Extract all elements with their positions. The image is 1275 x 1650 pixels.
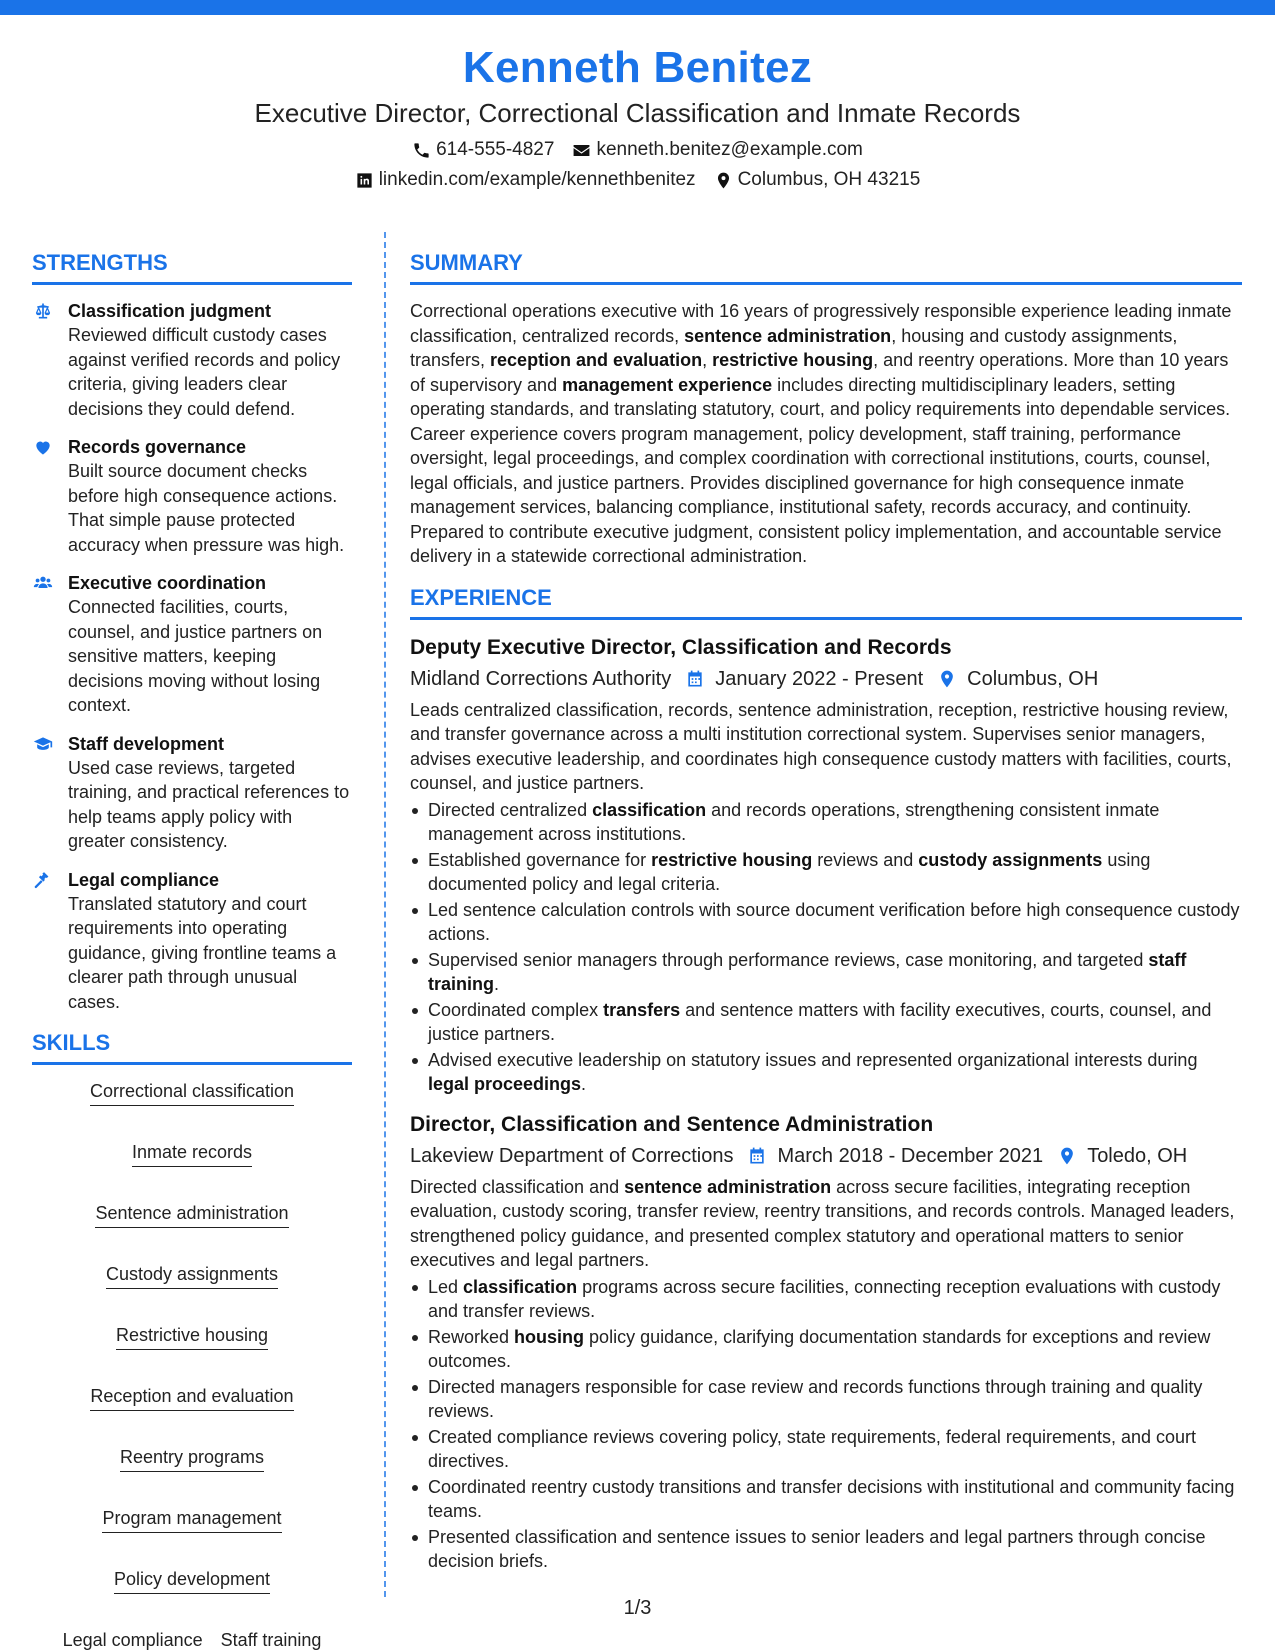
graduation-cap-icon [32,734,54,754]
jobs-list [410,634,1242,1574]
job-bullets [410,1275,1242,1574]
skill-tag: Correctional classification [90,1079,294,1106]
emphasis: housing [514,1326,585,1347]
strength-title: Staff development [68,733,225,754]
job-bullet: Led classification programs across secure facilities, connecting reception evaluations with custody and transfer reviews. [410,1275,1242,1324]
column-divider [384,232,386,1597]
job-bullet: Established governance for restrictive housing reviews and custody assignments using documented policy and legal criteria. [410,848,1242,897]
job-meta [410,664,1242,694]
emphasis: classification [592,799,707,820]
skill-tag: Reception and evaluation [90,1384,293,1411]
job-description: Leads centralized classification, records, sentence administration, reception, restrictive housing review, and transfer governance across a multi institution correctional system. Supervises senior managers, advises executive leadership, and coordinates high consequence custody matters with facilities, courts, counsel, and justice partners. [410,699,1232,793]
job-description: Directed classification and sentence administration across secure facilities, integrating reception evaluation, custody scoring, transfer review, reentry transitions, and records controls. Managed leaders, strengthened policy guidance, and presented complex statutory and operational matters to senior executives and legal partners. [410,1176,1235,1270]
job-org: Lakeview Department of Corrections [410,1144,734,1167]
job-bullet: Supervised senior managers through performance reviews, case monitoring, and targeted staff training. [410,948,1242,997]
emphasis: reception and evaluation [490,350,703,370]
job-bullets [410,798,1242,1097]
contact-email[interactable] [572,138,862,162]
strength-title: Classification judgment [68,301,272,321]
job-dates: March 2018 - December 2021 [777,1144,1044,1167]
skill-tag: Custody assignments [106,1262,278,1289]
gavel-icon [32,870,54,890]
calendar-icon [747,1146,767,1166]
strengths-title: STRENGTHS [32,248,352,285]
skill-tag: Restrictive housing [116,1323,268,1350]
job-bullet: Reworked housing policy guidance, clarifying documentation standards for exceptions and review outcomes. [410,1325,1242,1374]
emphasis: sentence administration [684,325,892,346]
map-pin-icon [714,171,733,190]
strength-title: Legal compliance [68,869,220,890]
candidate-role: Executive Director, Correctional Classification and Inmate Records [254,98,1021,128]
heart-icon [32,437,54,457]
strength-item [32,299,352,421]
strength-body [68,435,352,557]
strength-body [68,299,352,421]
top-accent-bar [0,0,1275,15]
skill-tag: Legal compliance [63,1628,203,1650]
skills-title: SKILLS [32,1028,352,1065]
strength-item [32,732,352,854]
job-title: Director, Classification and Sentence Administration [410,1112,934,1136]
emphasis: restrictive housing [712,350,874,370]
map-pin-icon [1057,1146,1077,1166]
resume-header [0,40,1275,192]
job-bullet: Directed managers responsible for case review and records functions through training and quality reviews. [410,1375,1242,1424]
skill-tag: Program management [102,1506,281,1533]
phone-icon [412,141,431,160]
job-bullet: Coordinated reentry custody transitions and transfer decisions with institutional and community facing teams. [410,1475,1242,1524]
skill-tag: Sentence administration [95,1201,288,1228]
job-location: Toledo, OH [1087,1144,1188,1167]
contact-linkedin[interactable] [355,168,696,192]
linkedin-text: linkedin.com/example/kennethbenitez [378,169,696,190]
job-dates: January 2022 - Present [715,667,924,690]
strength-desc: Translated statutory and court requirements into operating guidance, giving frontline teams a clearer path through unusual cases. [68,893,337,1012]
map-pin-icon-wrap [1057,1146,1077,1166]
job-bullet: Led sentence calculation controls with source document verification before high consequence custody actions. [410,898,1242,947]
strength-item [32,571,352,718]
job-entry [410,1111,1242,1574]
contact-location [714,168,921,192]
job-bullet: Presented classification and sentence issues to senior leaders and legal partners through concise decision briefs. [410,1525,1242,1574]
emphasis: transfers [603,999,681,1020]
strength-icon-wrap [32,435,54,557]
strength-desc: Connected facilities, courts, counsel, and justice partners on sensitive matters, keeping decisions moving without losing context. [68,597,323,715]
summary-section [410,248,1242,569]
summary-text: Correctional operations executive with 16 years of progressively responsible experience leading inmate classification, centralized records, sentence administration, housing and custody assignments, transfers, reception and evaluation, restrictive housing, and reentry operations. More than 10 years of supervisory and management experience includes directing multidisciplinary leaders, setting operating standards, and translating statutory, court, and policy requirements into dependable services. Career experience covers program management, policy development, staff training, performance oversight, legal proceedings, and complex coordination with correctional institutions, courts, counsel, legal officials, and justice partners. Provides disciplined governance for high consequence inmate management services, balancing compliance, institutional safety, records accuracy, and continuity. Prepared to contribute executive judgment, consistent policy implementation, and accountable service delivery in a statewide correctional administration. [410,301,1232,566]
job-org: Midland Corrections Authority [410,667,672,690]
skills-list [32,1079,352,1650]
linkedin-icon [355,171,374,190]
emphasis: classification [463,1276,578,1297]
strength-desc: Reviewed difficult custody cases against verified records and policy criteria, giving leaders clear decisions they could defend. [68,325,341,419]
strength-icon-wrap [32,868,54,1015]
skill-tag: Inmate records [132,1140,252,1167]
left-column [32,248,352,1650]
envelope-icon [572,141,591,160]
emphasis: staff training [428,949,1187,994]
candidate-name: Kenneth Benitez [462,43,813,92]
emphasis: legal proceedings [428,1074,582,1094]
strength-title: Records governance [68,437,247,457]
users-icon [32,573,54,593]
phone-text: 614-555-4827 [436,139,555,160]
strength-body [68,732,352,854]
job-bullet: Created compliance reviews covering policy, state requirements, federal requirements, and court directives. [410,1425,1242,1474]
strength-desc: Built source document checks before high consequence actions. That simple pause protected accuracy when pressure was high. [68,461,345,555]
strength-icon-wrap [32,299,54,421]
strength-title: Executive coordination [68,573,267,593]
skill-tag: Staff training [221,1628,322,1650]
strength-icon-wrap [32,571,54,718]
strength-item [32,868,352,1015]
strength-body [68,571,352,718]
strength-body [68,868,352,1015]
scale-icon [32,301,54,321]
email-text: kenneth.benitez@example.com [596,139,863,160]
job-location: Columbus, OH [967,667,1099,690]
experience-title: EXPERIENCE [410,583,1242,620]
emphasis: custody assignments [918,849,1103,870]
calendar-icon-wrap [685,669,705,689]
strengths-list [32,299,352,1014]
right-column [410,248,1242,1588]
skill-tag: Policy development [114,1567,270,1594]
location-text: Columbus, OH 43215 [737,169,921,190]
map-pin-icon-wrap [937,669,957,689]
strength-item [32,435,352,557]
summary-title: SUMMARY [410,248,1242,285]
job-bullet: Directed centralized classification and records operations, strengthening consistent inmate management across institutions. [410,798,1242,847]
contact-phone[interactable] [412,138,554,162]
skills-section [32,1028,352,1650]
calendar-icon-wrap [747,1146,767,1166]
strengths-section [32,248,352,1014]
skill-tag: Reentry programs [120,1445,264,1472]
job-title: Deputy Executive Director, Classification and Records [410,635,952,659]
page-number: 1/3 [623,1597,652,1619]
calendar-icon [685,669,705,689]
job-entry [410,634,1242,1097]
emphasis: restrictive housing [651,849,813,870]
strength-icon-wrap [32,732,54,854]
contact-row-1 [0,138,1275,162]
job-bullet: Advised executive leadership on statutory issues and represented organizational interests during legal proceedings. [410,1048,1242,1097]
experience-section [410,583,1242,1574]
job-bullet: Coordinated complex transfers and sentence matters with facility executives, courts, counsel, and justice partners. [410,998,1242,1047]
contact-row-2 [0,168,1275,192]
emphasis: management experience [562,374,773,395]
map-pin-icon [937,669,957,689]
strength-desc: Used case reviews, targeted training, and practical references to help teams apply policy with greater consistency. [68,757,350,851]
emphasis: sentence administration [624,1176,832,1197]
job-meta [410,1141,1242,1171]
